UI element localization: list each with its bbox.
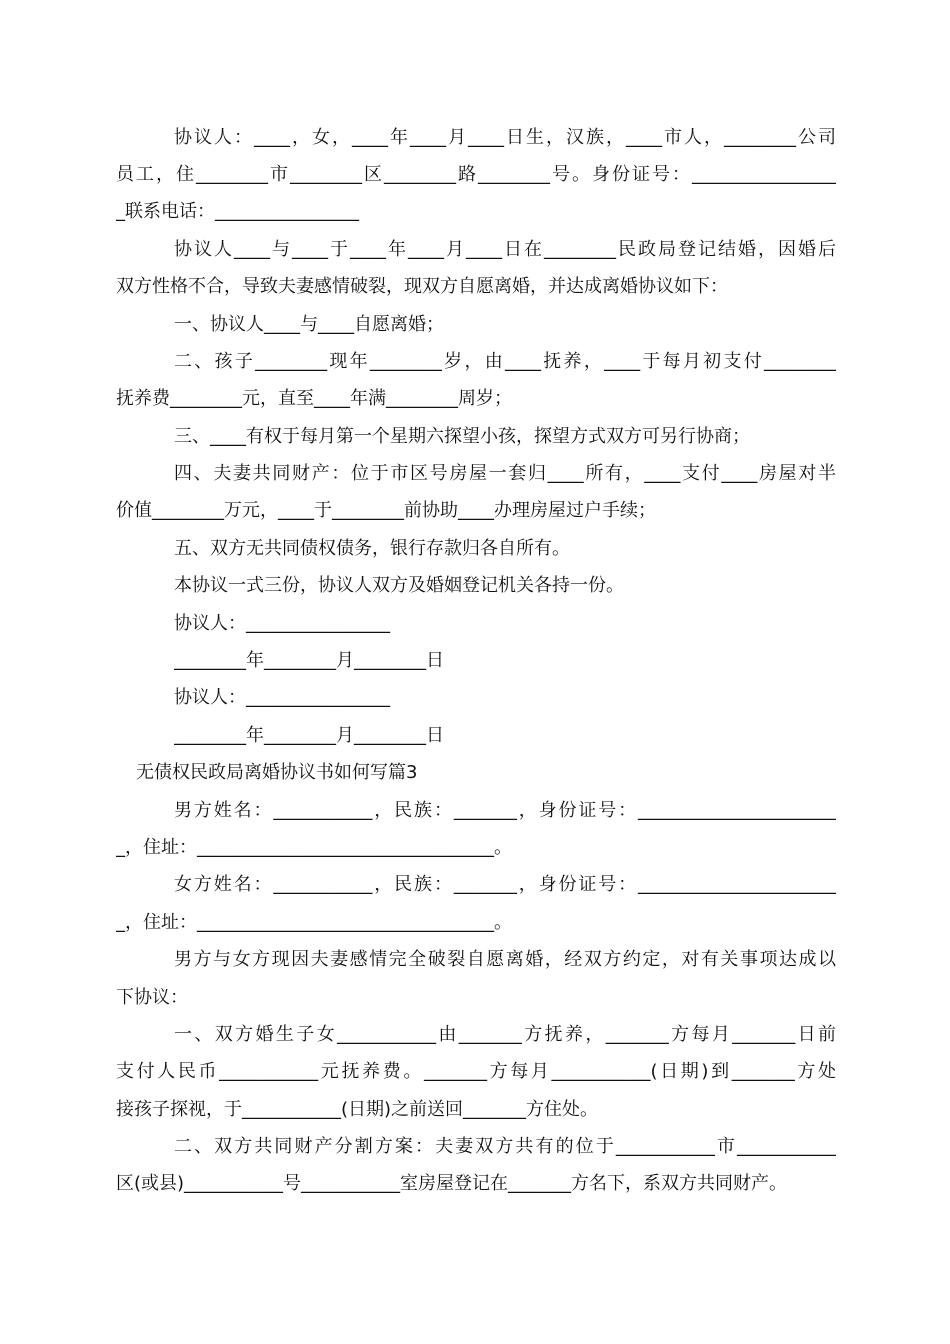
male-info-line-2: _，住址：_________________________________。 [116, 837, 512, 858]
party-female-info-line-3: _联系电话：________________ [116, 201, 359, 222]
copies-statement: 本协议一式三份，协议人双方及婚姻登记机关各持一份。 [174, 575, 624, 596]
clause-1: 一、协议人____与____自愿离婚； [174, 314, 444, 335]
intro-paragraph-line-2: 双方性格不合，导致夫妻感情破裂，现双方自愿离婚，并达成离婚协议如下： [116, 276, 728, 297]
child-clause-line-2: 支付人民币___________元抚养费。_______方每月___________(日期)到_______方处 [116, 1061, 836, 1082]
clause-2-line-1: 二、孩子________现年________岁，由____抚养，____于每月初支付________ [174, 351, 836, 372]
clause-4-line-1: 四、夫妻共同财产：位于市区号房屋一套归____所有，____支付____房屋对半 [174, 463, 836, 484]
property-clause-line-1: 二、双方共同财产分割方案：夫妻双方共有的位于___________市___________ [174, 1136, 836, 1157]
party-female-info-line-2: 员工，住________市________区________路________号。身份证号：________________ [116, 164, 836, 185]
clause-5: 五、双方无共同债权债务，银行存款归各自所有。 [174, 538, 570, 559]
child-clause-line-1: 一、双方婚生子女___________由_______方抚养，_______方每月_______日前 [174, 1024, 836, 1045]
clause-3: 三、____有权于每月第一个星期六探望小孩，探望方式双方可另行协商； [174, 426, 750, 447]
signature-party-2: 协议人：________________ [174, 687, 390, 708]
property-clause-line-2: 区(或县)___________号___________室房屋登记在_______方名下，系双方共同财产。 [116, 1173, 788, 1194]
clause-4-line-2: 价值________万元，____于________前协助____办理房屋过户手续； [116, 500, 656, 521]
signature-date-2: ________年________月________日 [174, 725, 444, 746]
party-female-info-line-1: 协议人：____，女，____年____月____日生，汉族，____市人，________公司 [174, 127, 836, 148]
signature-party-1: 协议人：________________ [174, 613, 390, 634]
intro-paragraph-line-1: 协议人____与____于____年____月____日在________民政局登记结婚，因婚后 [174, 239, 836, 260]
child-clause-line-3: 接孩子探视，于___________(日期)之前送回_______方住处。 [116, 1099, 599, 1120]
agreement-intro-line-2: 下协议： [116, 987, 188, 1008]
female-info-line-1: 女方姓名：___________，民族：_______，身份证号：______________________ [174, 874, 836, 895]
section-heading: 无债权民政局离婚协议书如何写篇3 [136, 762, 418, 783]
clause-2-line-2: 抚养费________元，直至____年满________周岁； [116, 388, 512, 409]
signature-date-1: ________年________月________日 [174, 650, 444, 671]
male-info-line-1: 男方姓名：___________，民族：_______，身份证号：______________________ [174, 800, 836, 821]
female-info-line-2: _，住址：_________________________________。 [116, 912, 512, 933]
agreement-intro-line-1: 男方与女方现因夫妻感情完全破裂自愿离婚，经双方约定，对有关事项达成以 [174, 949, 836, 970]
